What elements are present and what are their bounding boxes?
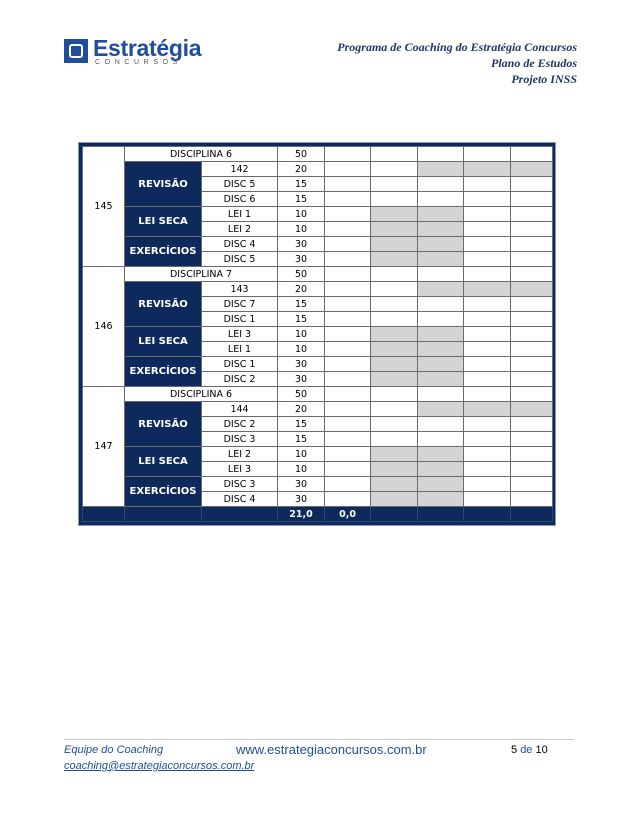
tracking-cell — [325, 192, 371, 207]
tracking-cell — [371, 282, 418, 297]
tracking-cell — [418, 417, 464, 432]
tracking-cell — [464, 462, 511, 477]
minutes-cell: 15 — [278, 297, 325, 312]
totals-blank — [202, 507, 278, 522]
day-number: 147 — [83, 387, 125, 507]
disciplina-name: DISCIPLINA 6 — [125, 387, 278, 402]
tracking-cell — [371, 462, 418, 477]
tracking-cell — [325, 207, 371, 222]
tracking-cell — [325, 252, 371, 267]
tracking-cell — [371, 312, 418, 327]
tracking-cell — [371, 222, 418, 237]
plan-row — [83, 357, 553, 372]
tracking-cell — [371, 192, 418, 207]
tracking-cell — [464, 282, 511, 297]
tracking-cell — [325, 237, 371, 252]
minutes-cell: 10 — [278, 327, 325, 342]
tracking-cell — [511, 402, 553, 417]
total-pages: 10 — [535, 744, 548, 756]
category-revisao: REVISÃO — [125, 282, 202, 327]
tracking-cell — [511, 372, 553, 387]
tracking-cell — [464, 342, 511, 357]
category-exercicios: EXERCÍCIOS — [125, 237, 202, 267]
minutes-cell: 15 — [278, 177, 325, 192]
tracking-cell — [464, 237, 511, 252]
minutes-cell: 10 — [278, 447, 325, 462]
day-number: 146 — [83, 267, 125, 387]
header-plan: Plano de Estudos — [490, 56, 577, 70]
minutes-cell: 50 — [278, 147, 325, 162]
tracking-cell — [418, 402, 464, 417]
subject-cell: DISC 3 — [202, 432, 278, 447]
tracking-cell — [371, 162, 418, 177]
tracking-cell — [511, 387, 553, 402]
tracking-cell — [418, 192, 464, 207]
tracking-cell — [371, 207, 418, 222]
subject-cell: DISC 5 — [202, 177, 278, 192]
tracking-cell — [325, 327, 371, 342]
tracking-cell — [418, 282, 464, 297]
tracking-cell — [418, 162, 464, 177]
tracking-cell — [418, 462, 464, 477]
tracking-cell — [371, 267, 418, 282]
tracking-cell — [371, 177, 418, 192]
tracking-cell — [511, 342, 553, 357]
minutes-cell: 20 — [278, 282, 325, 297]
subject-cell: LEI 1 — [202, 207, 278, 222]
category-revisao: REVISÃO — [125, 162, 202, 207]
plan-row — [83, 387, 553, 402]
current-page: 5 — [511, 744, 518, 756]
tracking-cell — [464, 297, 511, 312]
estrategia-logo — [64, 36, 214, 72]
subject-cell: LEI 1 — [202, 342, 278, 357]
tracking-cell — [325, 222, 371, 237]
study-plan-table — [82, 146, 553, 522]
plan-row — [83, 402, 553, 417]
minutes-cell: 10 — [278, 462, 325, 477]
tracking-cell — [511, 492, 553, 507]
tracking-cell — [418, 147, 464, 162]
plan-row — [83, 327, 553, 342]
tracking-cell — [464, 192, 511, 207]
subject-cell: DISC 2 — [202, 417, 278, 432]
tracking-cell — [418, 222, 464, 237]
tracking-cell — [371, 447, 418, 462]
tracking-cell — [371, 357, 418, 372]
totals-row — [83, 507, 553, 522]
tracking-cell — [418, 237, 464, 252]
total-done: 0,0 — [325, 507, 371, 522]
tracking-cell — [371, 327, 418, 342]
tracking-cell — [464, 177, 511, 192]
tracking-cell — [511, 147, 553, 162]
tracking-cell — [511, 297, 553, 312]
minutes-cell: 10 — [278, 207, 325, 222]
footer-rule — [64, 739, 574, 740]
category-lei-seca: LEI SECA — [125, 207, 202, 237]
tracking-cell — [511, 207, 553, 222]
tracking-cell — [511, 357, 553, 372]
category-lei-seca: LEI SECA — [125, 327, 202, 357]
minutes-cell: 15 — [278, 192, 325, 207]
tracking-cell — [371, 342, 418, 357]
tracking-cell — [511, 222, 553, 237]
tracking-cell — [371, 237, 418, 252]
subject-cell: 143 — [202, 282, 278, 297]
tracking-cell — [418, 387, 464, 402]
tracking-cell — [418, 492, 464, 507]
tracking-cell — [464, 402, 511, 417]
minutes-cell: 30 — [278, 357, 325, 372]
tracking-cell — [325, 477, 371, 492]
tracking-cell — [511, 177, 553, 192]
tracking-cell — [325, 492, 371, 507]
tracking-cell — [325, 342, 371, 357]
tracking-cell — [464, 417, 511, 432]
tracking-cell — [325, 447, 371, 462]
header-project: Projeto INSS — [511, 72, 577, 86]
disciplina-name: DISCIPLINA 6 — [125, 147, 278, 162]
tracking-cell — [418, 312, 464, 327]
subject-cell: DISC 4 — [202, 492, 278, 507]
totals-blank — [511, 507, 553, 522]
header-program: Programa de Coaching do Estratégia Concursos — [337, 40, 577, 54]
document-header — [337, 39, 577, 87]
tracking-cell — [325, 372, 371, 387]
category-lei-seca: LEI SECA — [125, 447, 202, 477]
tracking-cell — [325, 417, 371, 432]
subject-cell: LEI 2 — [202, 447, 278, 462]
page-number — [511, 744, 548, 756]
tracking-cell — [464, 312, 511, 327]
tracking-cell — [371, 252, 418, 267]
totals-blank — [125, 507, 202, 522]
tracking-cell — [418, 357, 464, 372]
plan-row — [83, 447, 553, 462]
subject-cell: 142 — [202, 162, 278, 177]
tracking-cell — [511, 162, 553, 177]
tracking-cell — [511, 192, 553, 207]
minutes-cell: 50 — [278, 387, 325, 402]
owl-logo-icon — [64, 39, 88, 63]
subject-cell: DISC 5 — [202, 252, 278, 267]
tracking-cell — [325, 312, 371, 327]
subject-cell: DISC 2 — [202, 372, 278, 387]
plan-row — [83, 477, 553, 492]
page-of: de — [520, 744, 533, 756]
tracking-cell — [371, 147, 418, 162]
subject-cell: 144 — [202, 402, 278, 417]
tracking-cell — [418, 177, 464, 192]
minutes-cell: 50 — [278, 267, 325, 282]
tracking-cell — [511, 237, 553, 252]
tracking-cell — [511, 432, 553, 447]
tracking-cell — [464, 492, 511, 507]
tracking-cell — [464, 372, 511, 387]
subject-cell: DISC 7 — [202, 297, 278, 312]
subject-cell: DISC 1 — [202, 312, 278, 327]
subject-cell: LEI 3 — [202, 327, 278, 342]
tracking-cell — [464, 222, 511, 237]
subject-cell: DISC 4 — [202, 237, 278, 252]
tracking-cell — [511, 462, 553, 477]
plan-row — [83, 282, 553, 297]
minutes-cell: 20 — [278, 162, 325, 177]
tracking-cell — [464, 432, 511, 447]
tracking-cell — [464, 267, 511, 282]
footer-team: Equipe do Coaching — [64, 744, 164, 756]
footer-email-link[interactable]: coaching@estrategiaconcursos.com.br — [64, 760, 255, 772]
total-planned: 21,0 — [278, 507, 325, 522]
tracking-cell — [371, 492, 418, 507]
tracking-cell — [371, 297, 418, 312]
totals-blank — [371, 507, 418, 522]
tracking-cell — [418, 267, 464, 282]
tracking-cell — [511, 477, 553, 492]
tracking-cell — [418, 252, 464, 267]
tracking-cell — [325, 387, 371, 402]
minutes-cell: 10 — [278, 222, 325, 237]
tracking-cell — [325, 282, 371, 297]
tracking-cell — [325, 432, 371, 447]
tracking-cell — [418, 207, 464, 222]
totals-blank — [83, 507, 125, 522]
minutes-cell: 20 — [278, 402, 325, 417]
tracking-cell — [418, 297, 464, 312]
subject-cell: DISC 6 — [202, 192, 278, 207]
disciplina-name: DISCIPLINA 7 — [125, 267, 278, 282]
tracking-cell — [418, 342, 464, 357]
logo-subtitle: CONCURSOS — [95, 59, 182, 66]
tracking-cell — [325, 162, 371, 177]
tracking-cell — [418, 432, 464, 447]
minutes-cell: 30 — [278, 477, 325, 492]
tracking-cell — [418, 327, 464, 342]
tracking-cell — [464, 162, 511, 177]
tracking-cell — [371, 417, 418, 432]
plan-row — [83, 207, 553, 222]
tracking-cell — [371, 402, 418, 417]
tracking-cell — [418, 447, 464, 462]
tracking-cell — [325, 402, 371, 417]
minutes-cell: 10 — [278, 342, 325, 357]
tracking-cell — [325, 267, 371, 282]
tracking-cell — [464, 387, 511, 402]
subject-cell: DISC 1 — [202, 357, 278, 372]
tracking-cell — [511, 312, 553, 327]
footer-website-link[interactable]: www.estrategiaconcursos.com.br — [236, 742, 427, 757]
tracking-cell — [511, 327, 553, 342]
tracking-cell — [511, 252, 553, 267]
tracking-cell — [325, 297, 371, 312]
plan-row — [83, 267, 553, 282]
tracking-cell — [464, 207, 511, 222]
day-number: 145 — [83, 147, 125, 267]
minutes-cell: 30 — [278, 237, 325, 252]
minutes-cell: 30 — [278, 492, 325, 507]
tracking-cell — [371, 387, 418, 402]
tracking-cell — [371, 372, 418, 387]
minutes-cell: 30 — [278, 372, 325, 387]
tracking-cell — [464, 252, 511, 267]
totals-blank — [464, 507, 511, 522]
tracking-cell — [418, 477, 464, 492]
tracking-cell — [464, 327, 511, 342]
tracking-cell — [418, 372, 464, 387]
minutes-cell: 15 — [278, 417, 325, 432]
tracking-cell — [325, 147, 371, 162]
tracking-cell — [511, 267, 553, 282]
category-revisao: REVISÃO — [125, 402, 202, 447]
minutes-cell: 15 — [278, 312, 325, 327]
tracking-cell — [325, 357, 371, 372]
tracking-cell — [511, 447, 553, 462]
plan-row — [83, 162, 553, 177]
tracking-cell — [511, 282, 553, 297]
plan-row — [83, 237, 553, 252]
tracking-cell — [464, 477, 511, 492]
minutes-cell: 30 — [278, 252, 325, 267]
subject-cell: LEI 3 — [202, 462, 278, 477]
subject-cell: LEI 2 — [202, 222, 278, 237]
tracking-cell — [371, 432, 418, 447]
tracking-cell — [464, 147, 511, 162]
tracking-cell — [325, 462, 371, 477]
totals-blank — [418, 507, 464, 522]
minutes-cell: 15 — [278, 432, 325, 447]
tracking-cell — [464, 357, 511, 372]
study-plan-table-frame — [78, 142, 556, 526]
plan-row — [83, 147, 553, 162]
tracking-cell — [511, 417, 553, 432]
tracking-cell — [371, 477, 418, 492]
tracking-cell — [464, 447, 511, 462]
subject-cell: DISC 3 — [202, 477, 278, 492]
logo-name: Estratégia — [93, 35, 202, 61]
tracking-cell — [325, 177, 371, 192]
category-exercicios: EXERCÍCIOS — [125, 477, 202, 507]
category-exercicios: EXERCÍCIOS — [125, 357, 202, 387]
